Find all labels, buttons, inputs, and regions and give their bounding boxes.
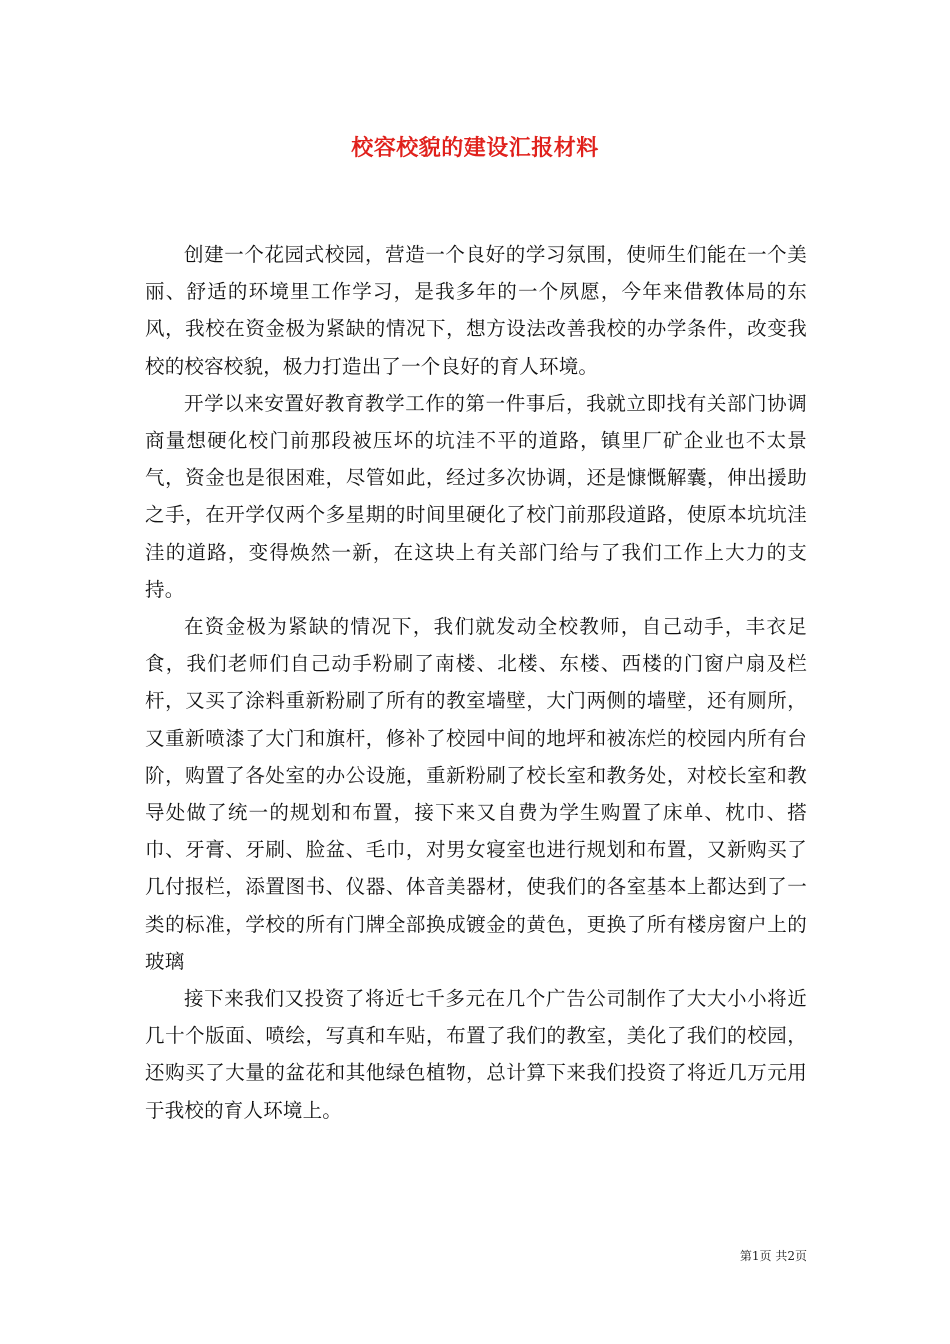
paragraph: 在资金极为紧缺的情况下，我们就发动全校教师，自己动手，丰衣足食，我们老师们自己动手粉刷了南楼、北楼、东楼、西楼的门窗户扇及栏杆，又买了涂料重新粉刷了所有的教室墙壁，大门两侧的墙壁，还有厕所，又重新喷漆了大门和旗杆，修补了校园中间的地坪和被冻烂的校园内所有台阶，购置了各处室的办公设施，重新粉刷了校长室和教务处，对校长室和教导处做了统一的规划和布置，接下来又自费为学生购置了床单、枕巾、搭巾、牙膏、牙刷、脸盆、毛巾，对男女寝室也进行规划和布置，又新购买了几付报栏，添置图书、仪器、体音美器材，使我们的各室基本上都达到了一类的标准，学校的所有门牌全部换成镀金的黄色，更换了所有楼房窗户上的玻璃	[145, 615, 807, 973]
paragraph: 接下来我们又投资了将近七千多元在几个广告公司制作了大大小小将近几十个版面、喷绘，写真和车贴，布置了我们的教室，美化了我们的校园，还购买了大量的盆花和其他绿色植物，总计算下来我们投资了将近几万元用于我校的育人环境上。	[145, 987, 807, 1122]
document-body	[145, 236, 807, 1129]
page-number: 第1页 共2页	[739, 1249, 807, 1263]
document-title: 校容校貌的建设汇报材料	[351, 135, 599, 161]
paragraph: 开学以来安置好教育教学工作的第一件事后，我就立即找有关部门协调商量想硬化校门前那段被压坏的坑洼不平的道路，镇里厂矿企业也不太景气，资金也是很困难，尽管如此，经过多次协调，还是慷慨解囊，伸出援助之手，在开学仅两个多星期的时间里硬化了校门前那段道路，使原本坑坑洼洼的道路，变得焕然一新，在这块上有关部门给与了我们工作上大力的支持。	[145, 391, 807, 601]
paragraph: 创建一个花园式校园，营造一个良好的学习氛围，使师生们能在一个美丽、舒适的环境里工作学习，是我多年的一个夙愿，今年来借教体局的东风，我校在资金极为紧缺的情况下，想方设法改善我校的办学条件，改变我校的校容校貌，极力打造出了一个良好的育人环境。	[145, 243, 807, 378]
